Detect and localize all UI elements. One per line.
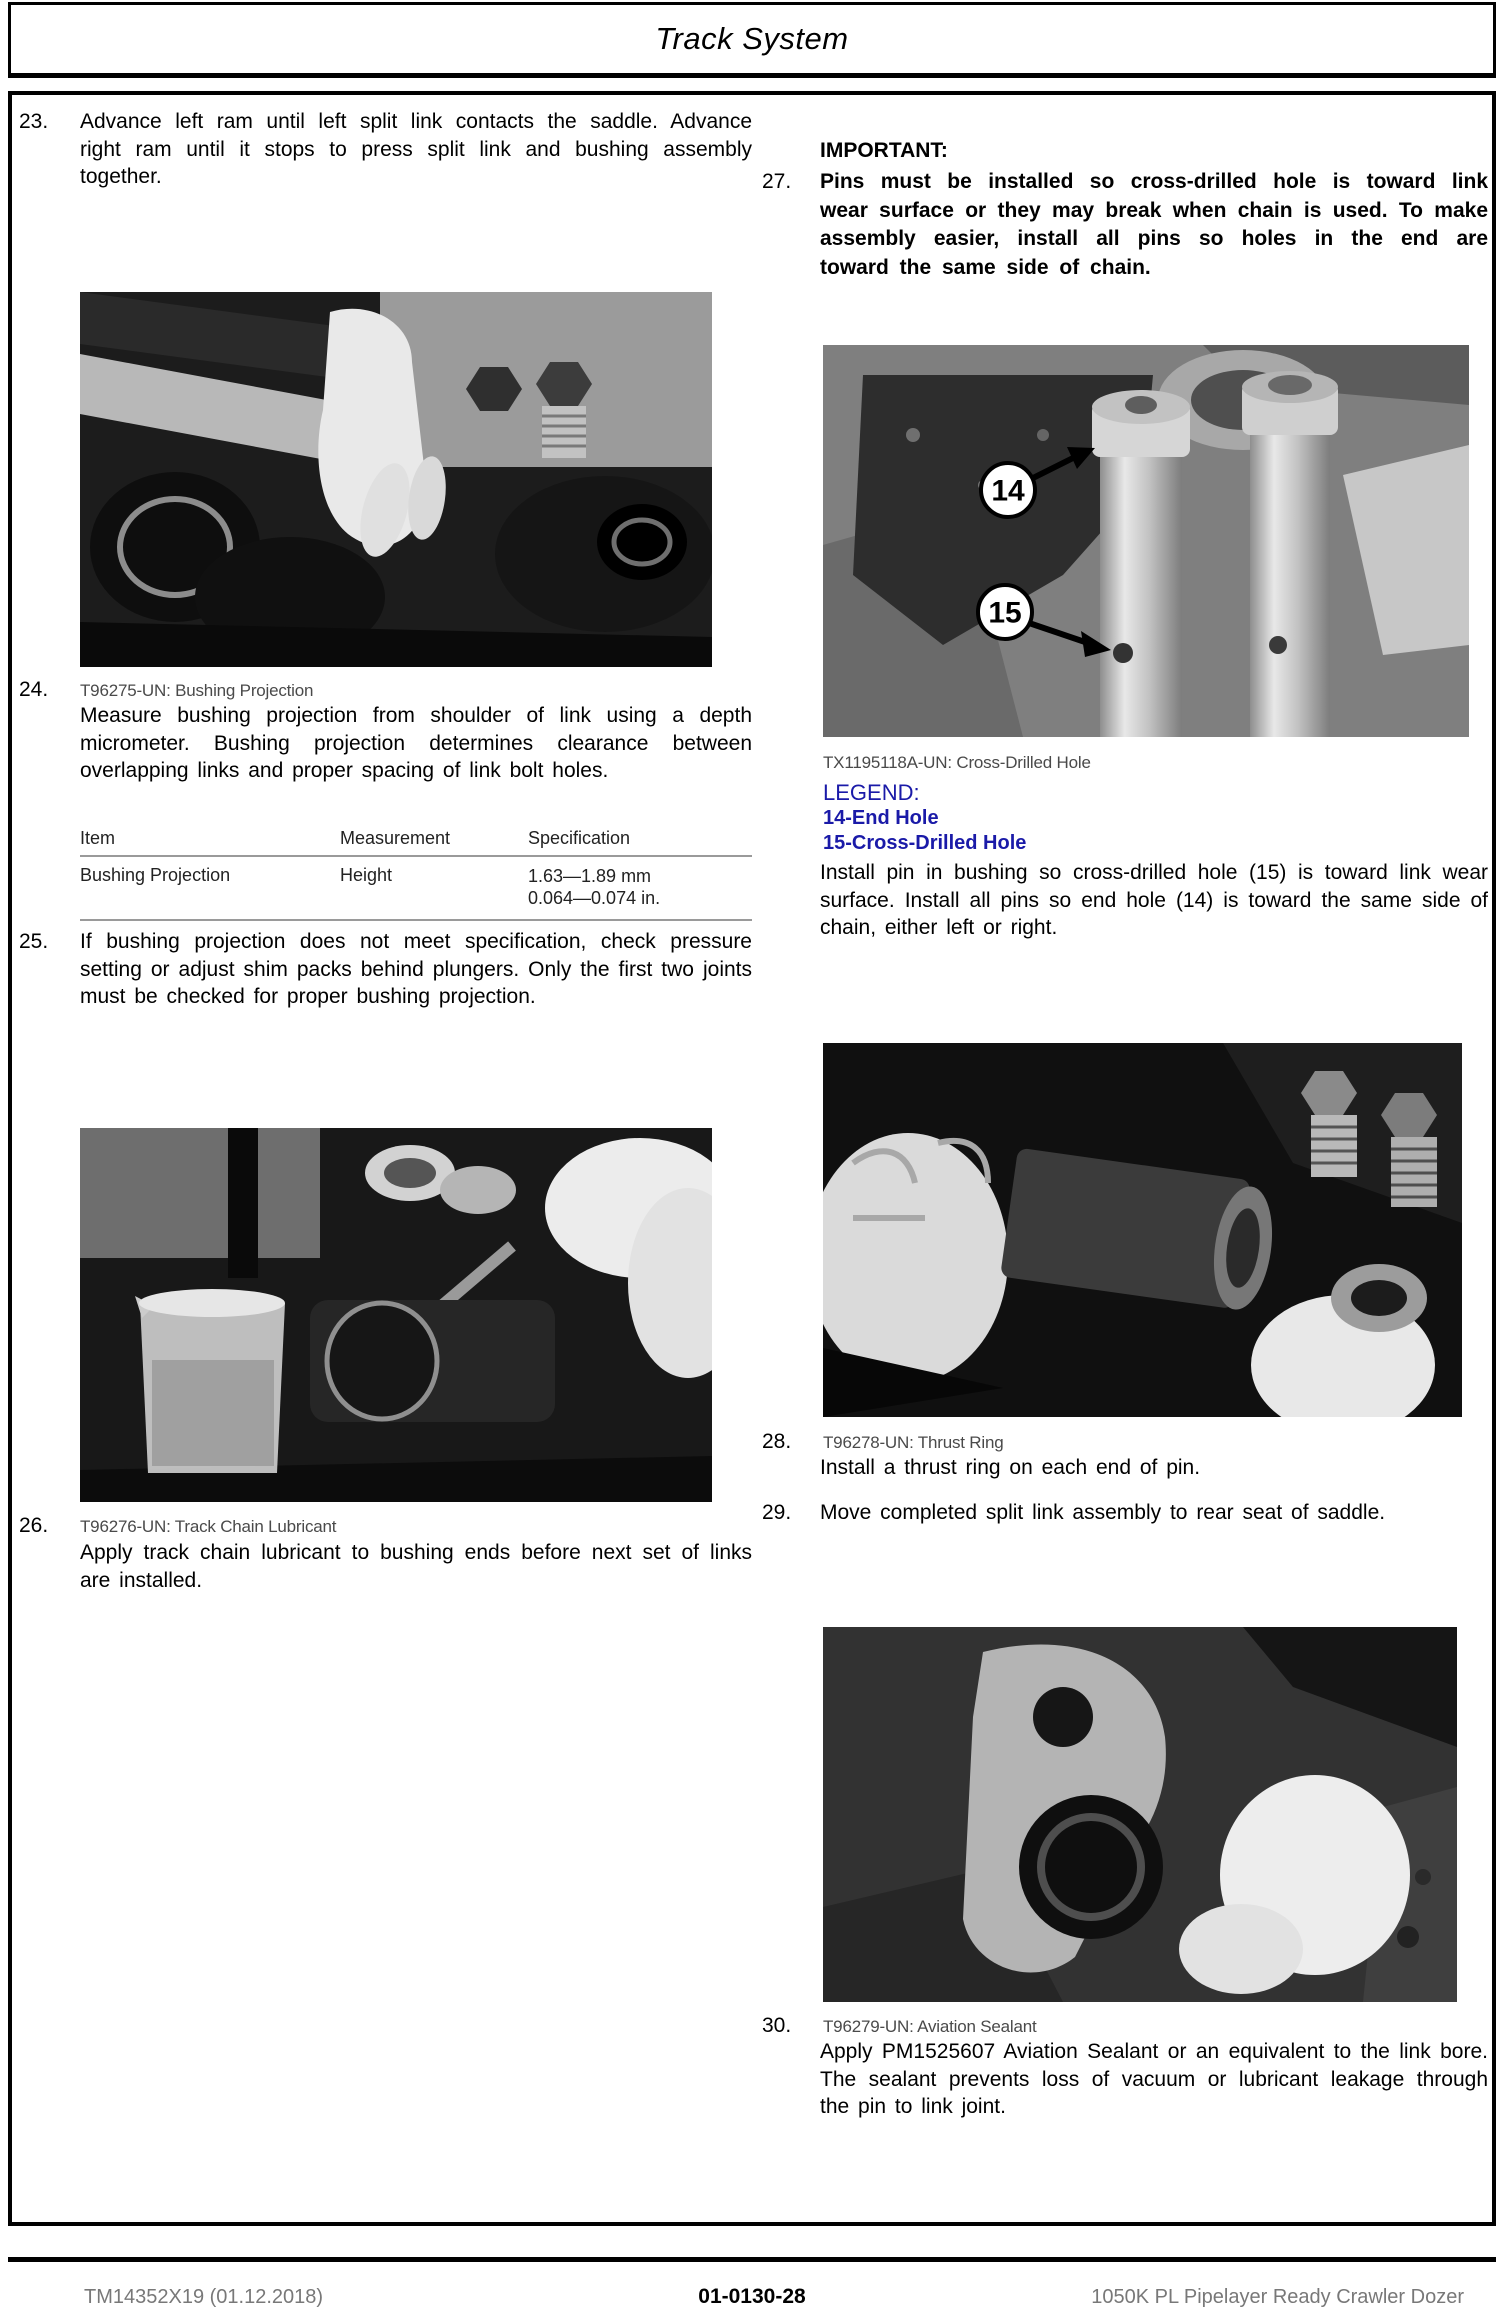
step-number: 23. xyxy=(19,110,49,133)
step-number: 28. xyxy=(762,1430,792,1453)
specification-table xyxy=(80,828,752,921)
footer-model: 1050K PL Pipelayer Ready Crawler Dozer xyxy=(1091,2286,1464,2308)
figure-caption: T96275-UN: Bushing Projection xyxy=(80,681,314,700)
step-25-text: If bushing projection does not meet specification, check pressure setting or adjust shim packs behind plungers. Only the first two joints must be checked for proper bushing projection. xyxy=(80,930,752,1008)
photo-bushing-projection xyxy=(80,292,712,667)
step-number: 29. xyxy=(762,1501,792,1524)
figure-27-paragraph: Install pin in bushing so cross-drilled hole (15) is toward link wear surface. Install all pins so end hole (14) is toward the same side of chain, either left or right. xyxy=(820,861,1488,939)
step-24-text: Measure bushing projection from shoulder of link using a depth micrometer. Bushing projection determines clearance between overlapping links and proper spacing of link bolt holes. xyxy=(80,704,752,782)
footer-page-number: 01-0130-28 xyxy=(698,2285,806,2308)
step-number: 30. xyxy=(762,2014,792,2037)
page-title: Track System xyxy=(655,21,849,56)
step-26-text: Apply track chain lubricant to bushing ends before next set of links are installed. xyxy=(80,1541,752,1592)
figure-caption: TX1195118A-UN: Cross-Drilled Hole xyxy=(823,753,1091,772)
legend-item-15: 15-Cross-Drilled Hole xyxy=(823,832,1027,854)
photo-aviation-sealant xyxy=(823,1627,1457,2002)
legend-title: LEGEND: xyxy=(823,780,920,805)
table-header-item: Item xyxy=(80,828,340,856)
important-label: IMPORTANT: xyxy=(820,139,948,162)
header-box xyxy=(8,2,1496,78)
step-number: 24. xyxy=(19,678,49,701)
step-number: 26. xyxy=(19,1514,49,1537)
step-27-text: Pins must be installed so cross-drilled hole is toward link wear surface or they may break when chain is used. To make assembly easier, install all pins so holes in the end are toward the same side of chain. xyxy=(820,170,1488,279)
callout-label-15: 15 xyxy=(988,596,1022,630)
step-30-text: Apply PM1525607 Aviation Sealant or an equivalent to the link bore. The sealant prevents loss of vacuum or lubricant leakage through the pin to link joint. xyxy=(820,2040,1488,2118)
table-header-specification: Specification xyxy=(528,828,752,856)
photo-cross-drilled-hole xyxy=(823,345,1469,737)
step-number: 27. xyxy=(762,170,792,193)
table-cell-specification xyxy=(528,856,752,920)
table-row xyxy=(80,856,752,920)
table-header-measurement: Measurement xyxy=(340,828,528,856)
table-cell-measurement: Height xyxy=(340,856,528,920)
figure-caption: T96279-UN: Aviation Sealant xyxy=(823,2017,1037,2036)
callout-label-14: 14 xyxy=(991,474,1025,508)
figure-caption: T96278-UN: Thrust Ring xyxy=(823,1433,1004,1452)
table-cell-item: Bushing Projection xyxy=(80,856,340,920)
step-number: 25. xyxy=(19,930,49,953)
step-28-text: Install a thrust ring on each end of pin. xyxy=(820,1456,1201,1479)
figure-caption: T96276-UN: Track Chain Lubricant xyxy=(80,1517,337,1536)
step-23-text: Advance left ram until left split link contacts the saddle. Advance right ram until it stops to press split link and bushing assembly together. xyxy=(80,110,752,188)
footer-rule xyxy=(8,2257,1496,2262)
footer-doc-id: TM14352X19 (01.12.2018) xyxy=(84,2286,324,2308)
step-29-text: Move completed split link assembly to rear seat of saddle. xyxy=(820,1501,1386,1524)
photo-track-chain-lubricant xyxy=(80,1128,712,1502)
legend-item-14: 14-End Hole xyxy=(823,807,939,829)
photo-thrust-ring xyxy=(823,1043,1462,1417)
spec-metric: 1.63—1.89 mm xyxy=(528,866,652,886)
content-frame xyxy=(8,91,1496,2226)
spec-imperial: 0.064—0.074 in. xyxy=(528,888,661,908)
